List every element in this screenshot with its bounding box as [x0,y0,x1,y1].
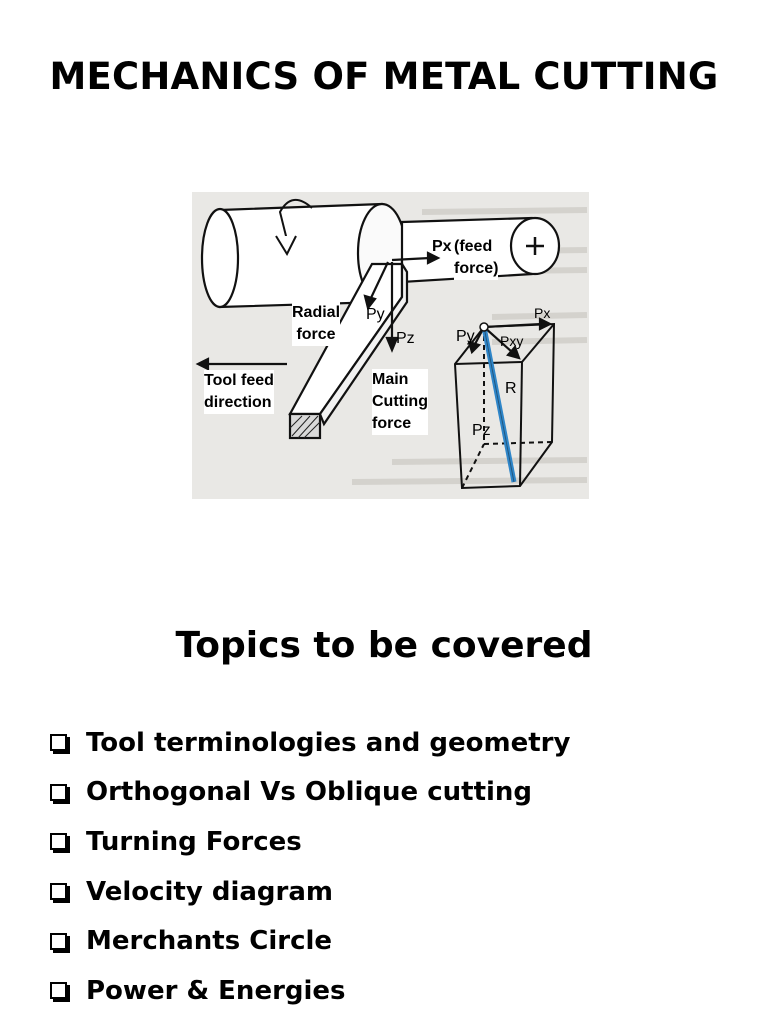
page-title: MECHANICS OF METAL CUTTING [49,55,719,98]
pxy-label: Pxy [500,333,524,349]
topics-heading: Topics to be covered [175,625,593,666]
py-resultant-label: Py [456,328,475,345]
topic-label: Orthogonal Vs Oblique cutting [86,777,533,808]
list-item [50,768,570,818]
topic-label: Turning Forces [86,826,302,857]
pz-resultant-label: Pz [472,422,491,439]
pz-label: Pz [396,330,415,347]
main-cutting-force-label: Main Cutting force [372,369,428,435]
checkbox-bullet-icon [50,933,67,950]
py-label: Py [366,306,385,323]
px-label: Px [432,238,452,255]
checkbox-bullet-icon [50,883,67,900]
checkbox-bullet-icon [50,982,67,999]
cutting-forces-diagram [192,192,589,499]
tool-feed-label: Tool feed direction [204,370,274,414]
px-resultant-label: Px [534,305,551,321]
list-item [50,817,570,867]
diagram-drawing [192,192,589,499]
r-label: R [505,380,517,397]
topics-list [50,718,570,1016]
checkbox-bullet-icon [50,833,67,850]
checkbox-bullet-icon [50,734,67,751]
checkbox-bullet-icon [50,784,67,801]
feed-force-label: (feed force) [454,236,498,280]
topic-label: Velocity diagram [86,876,333,907]
topic-label: Power & Energies [86,975,346,1006]
topic-label: Tool terminologies and geometry [86,727,571,758]
list-item [50,966,570,1016]
topic-label: Merchants Circle [86,926,333,957]
radial-force-label: Radial force [292,302,340,346]
list-item [50,916,570,966]
list-item [50,718,570,768]
list-item [50,867,570,917]
